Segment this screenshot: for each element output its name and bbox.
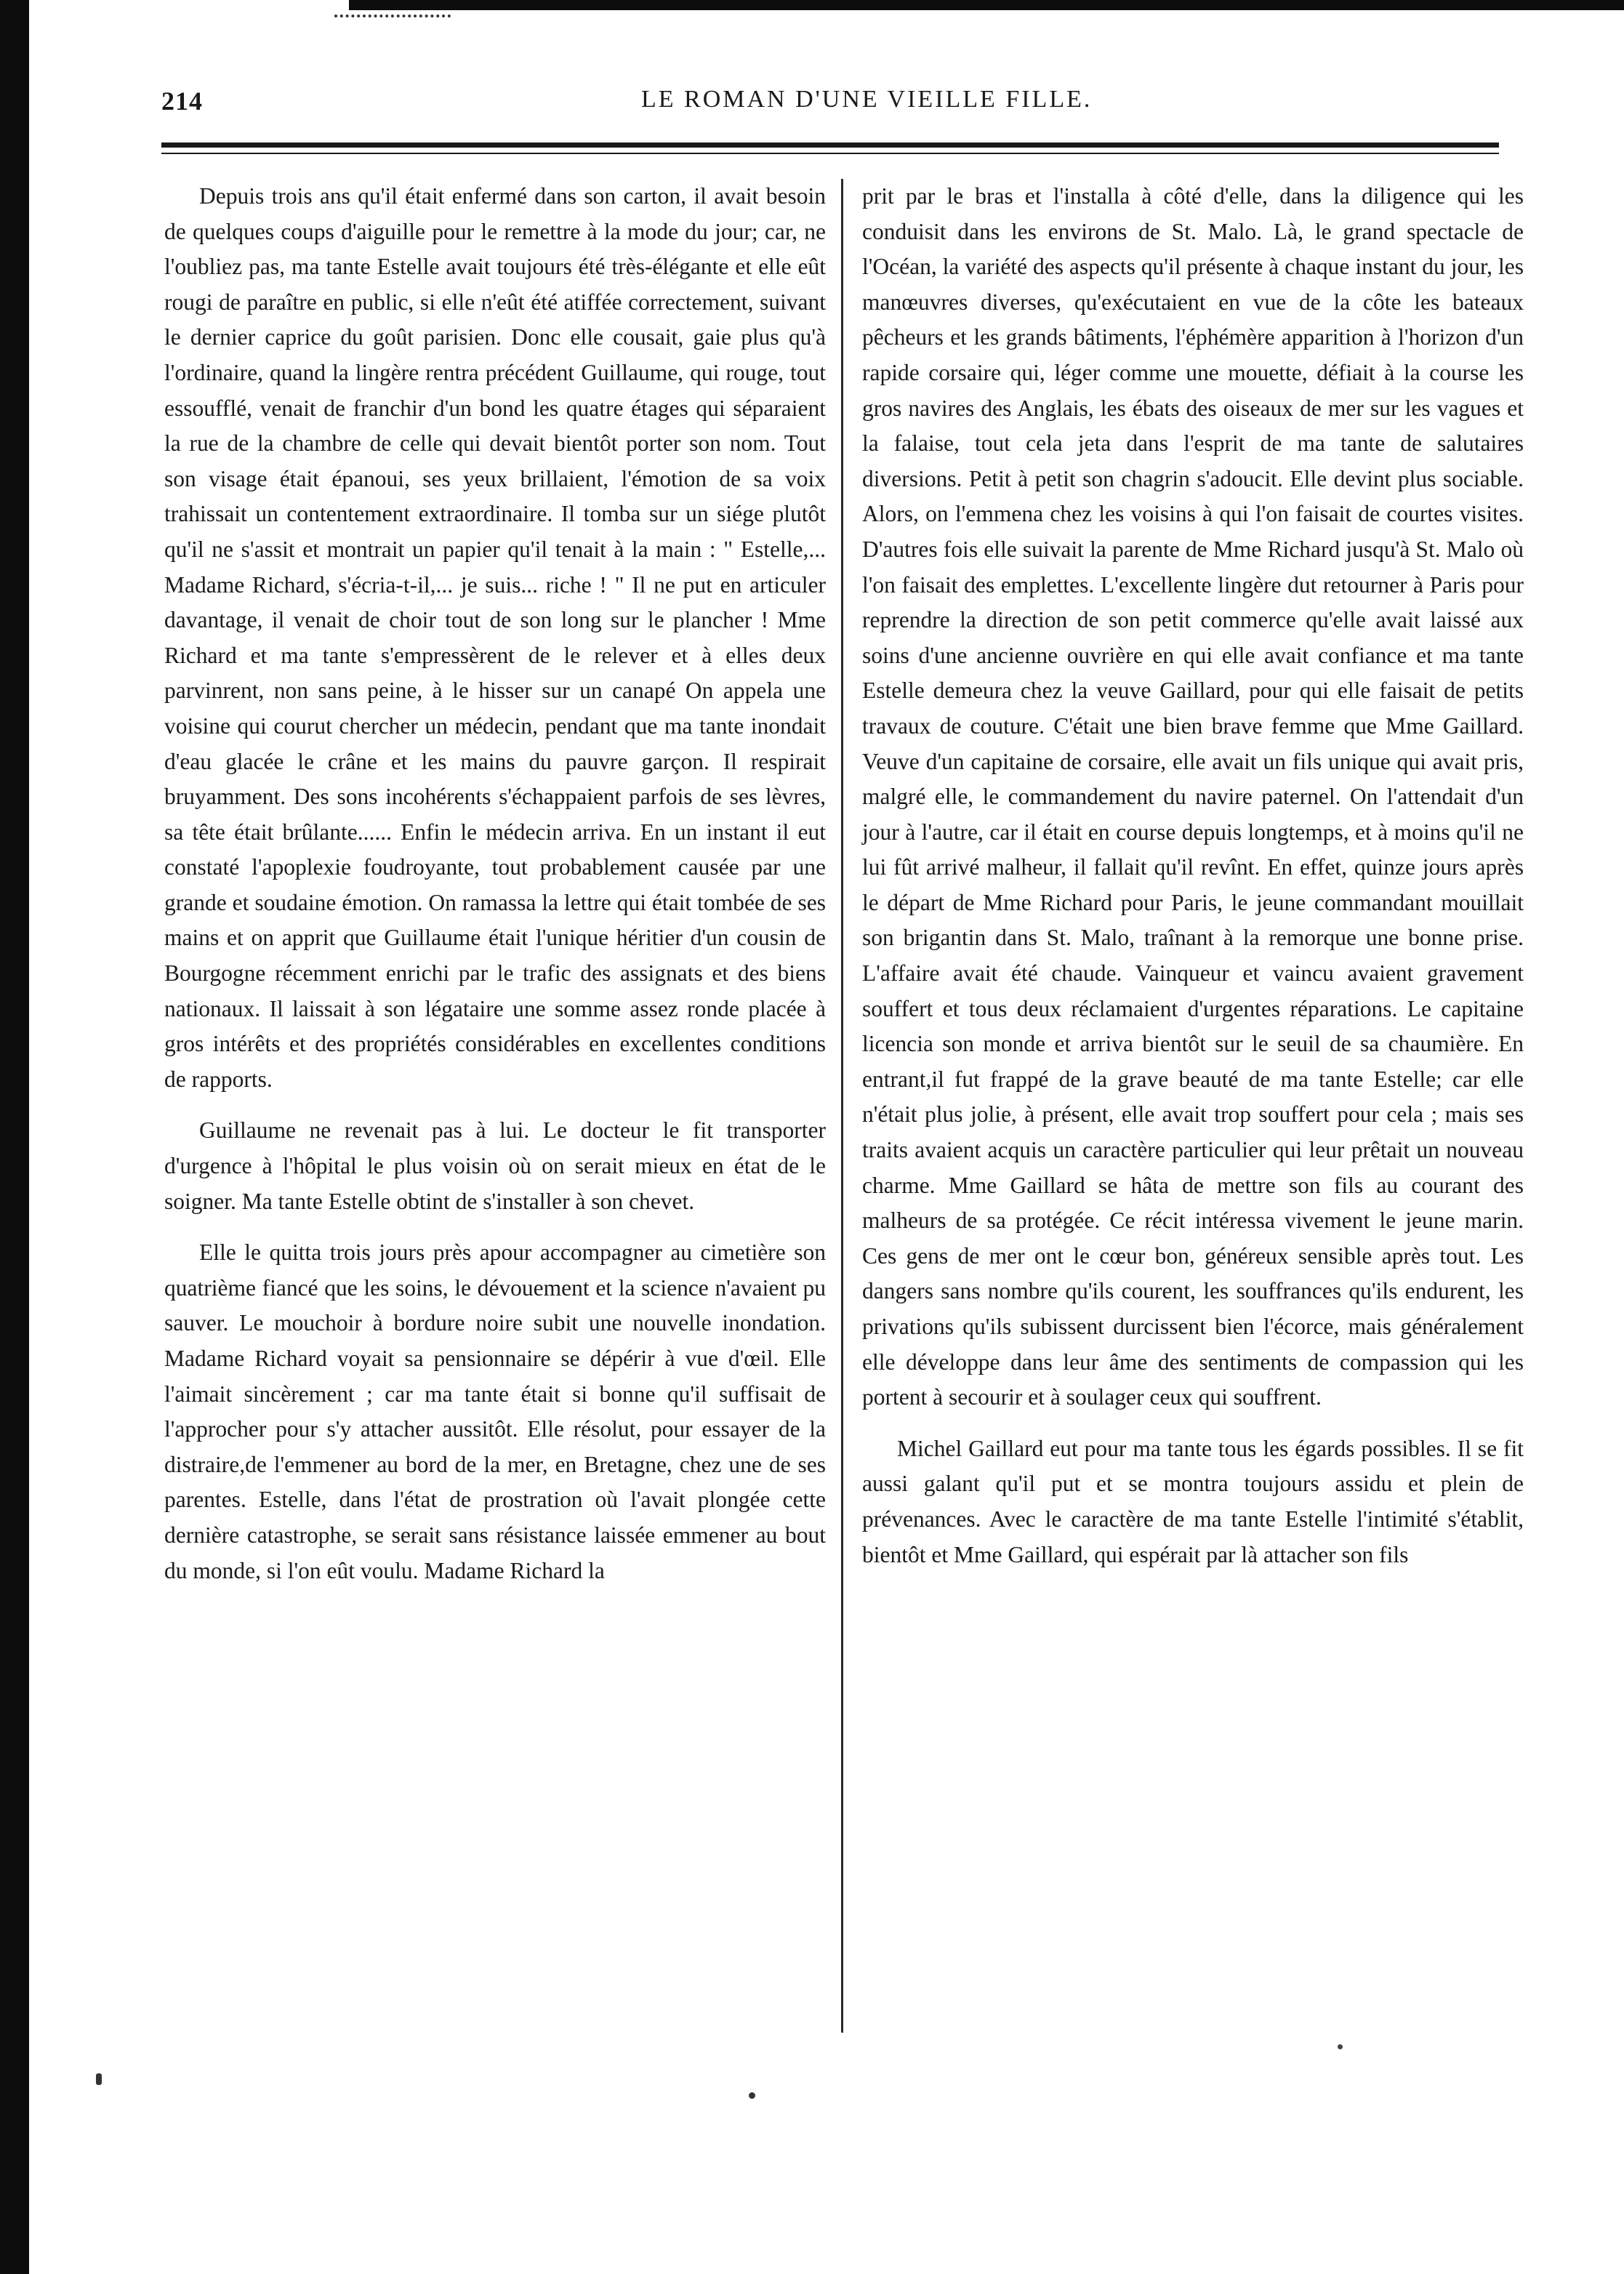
paragraph: Guillaume ne revenait pas à lui. Le docteur le fit transporter d'urgence à l'hôpital le plus voisin où on serait mieux en état de le soigner. Ma tante Estelle obtint de s'installer à son chevet. (164, 1117, 826, 1214)
scan-border-top (349, 0, 1624, 10)
header-rule-thin (161, 153, 1499, 154)
paragraph-continued: prit par le bras et l'installa à côté d'elle, dans la diligence qui les conduisit dans les environs de St. Malo. Là, le grand spectacle de l'Océan, la variété des aspects qu'il présente à chaque instant du jour, les manœuvres diverses, qu'exécutaient en vue de la côte les bateaux pêcheurs et les grands bâtiments, l'éphémère apparition à l'horizon d'un rapide corsaire qui, léger comme une mouette, défiait à la course les gros navires des Anglais, les ébats des oiseaux de mer sur les vagues et la falaise, tout cela jeta dans l'esprit de ma tante de salutaires diversions. Petit à petit son chagrin s'adoucit. Elle devint plus sociable. Alors, on l'emmena chez les voisins à qui l'on faisait de courtes visites. D'autres fois elle suivait la parente de Mme Richard jusqu'à St. Malo où l'on faisait des emplettes. L'excellente lingère dut retourner à Paris pour reprendre la direction de son petit commerce qu'elle avait laissé aux soins d'une ancienne ouvrière en qui elle avait confiance et ma tante Estelle demeura chez la veuve Gaillard, pour qui elle faisait de petits travaux de couture. C'était une bien brave femme que Mme Gaillard. Veuve d'un capitaine de corsaire, elle avait un fils unique qui avait pris, malgré elle, le commandement du navire paternel. On l'attendait d'un jour à l'autre, car il était en course depuis longtemps, et à moins qu'il ne lui fût arrivé malheur, il fallait qu'il revînt. En effet, quinze jours après le départ de Mme Richard pour Paris, le jeune commandant mouillait son brigantin dans St. Malo, traînant à la remorque une bonne prise. L'affaire avait été chaude. Vainqueur et vaincu avaient gravement souffert et tous deux réclamaient d'urgentes réparations. Le capitaine licencia son monde et arriva bientôt sur le seuil de sa chaumière. En entrant,il fut frappé de la grave beauté de ma tante Estelle; car elle n'était plus jolie, à présent, elle avait trop souffert pour cela ; mais ses traits avaient acquis un caractère particulier qui leur prêtait un nouveau charme. Mme Gaillard se hâta de mettre son fils au courant des malheurs de sa protégée. Ce récit intéressa vivement le jeune marin. Ces gens de mer ont le cœur bon, généreux sensible après tout. Les dangers sans nombre qu'ils courent, les souffrances qu'ils endurent, les privations qu'ils subissent durcissent bien l'écorce, mais généralement elle développe dans leur âme des sentiments de compassion qui les portent à secourir et à soulager ceux qui souffrent. (862, 183, 1524, 1410)
page-header (161, 86, 1499, 129)
paragraph: Elle le quitta trois jours près apour accompagner au cimetière son quatrième fiancé que les soins, le dévouement et la science n'avaient pu sauver. Le mouchoir à bordure noire subit une nouvelle inondation. Madame Richard voyait sa pensionnaire se dépérir à vue d'œil. Elle l'aimait sincèrement ; car ma tante était si bonne qu'il suffisait de l'approcher pour s'y attacher aussitôt. Elle résolut, pour essayer de la distraire,de l'emmener au bord de la mer, en Bretagne, chez une de ses parentes. Estelle, dans l'état de prostration où l'avait plongée cette dernière catastrophe, se serait sans résistance laissée emmener au bout du monde, si l'on eût voulu. Madame Richard la (164, 1240, 826, 1583)
scan-speck (1338, 2044, 1343, 2049)
page-number: 214 (161, 87, 203, 116)
header-rule-thick (161, 142, 1499, 148)
paragraph: Michel Gaillard eut pour ma tante tous les égards possibles. Il se fit aussi galant qu'il put et se montra toujours assidu et plein de prévenances. Avec le caractère de ma tante Estelle l'intimité s'établit, bientôt et Mme Gaillard, qui espérait par là attacher son fils (862, 1435, 1524, 1567)
scan-speck (96, 2073, 102, 2085)
scan-speck (749, 2092, 755, 2099)
scan-border-left (0, 0, 29, 2274)
right-column (862, 179, 1524, 1588)
scan-artifact-dots (334, 15, 451, 17)
left-column (164, 179, 826, 1604)
paragraph: Depuis trois ans qu'il était enfermé dans son carton, il avait besoin de quelques coups d'aiguille pour le remettre à la mode du jour; car, ne l'oubliez pas, ma tante Estelle avait toujours été très-élégante et elle eût rougi de paraître en public, si elle n'eût été atiffée correctement, suivant le dernier caprice du goût parisien. Donc elle cousait, gaie plus qu'à l'ordinaire, quand la lingère rentra précédent Guillaume, qui rouge, tout essoufflé, venait de franchir d'un bond les quatre étages qui séparaient la rue de la chambre de celle qui devait bientôt porter son nom. Tout son visage était épanoui, ses yeux brillaient, l'émotion de sa voix trahissait un contentement extraordinaire. Il tomba sur un siége plutôt qu'il ne s'assit et montrait un papier qu'il tenait à la main : " Estelle,... Madame Richard, s'écria-t-il,... je suis... riche ! " Il ne put en articuler davantage, il venait de choir tout de son long sur le plancher ! Mme Richard et ma tante s'empressèrent de le relever et à elles deux parvinrent, non sans peine, à le hisser sur un canapé On appela une voisine qui courut chercher un médecin, pendant que ma tante inondait d'eau glacée le crâne et les mains du pauvre garçon. Il respirait bruyamment. Des sons incohérents s'échappaient parfois de ses lèvres, sa tête était brûlante...... Enfin le médecin arriva. En un instant il eut constaté l'apoplexie foudroyante, tout probablement causée par une grande et soudaine émotion. On ramassa la lettre qui était tombée de ses mains et on apprit que Guillaume était l'unique héritier d'un cousin de Bourgogne récemment enrichi par le trafic des assignats et des biens nationaux. Il laissait à son légataire une somme assez ronde placée à gros intérêts et des propriétés considérables en excellentes conditions de rapports. (164, 183, 826, 1092)
running-title: LE ROMAN D'UNE VIEILLE FILLE. (641, 86, 1093, 113)
column-divider (841, 179, 843, 2033)
